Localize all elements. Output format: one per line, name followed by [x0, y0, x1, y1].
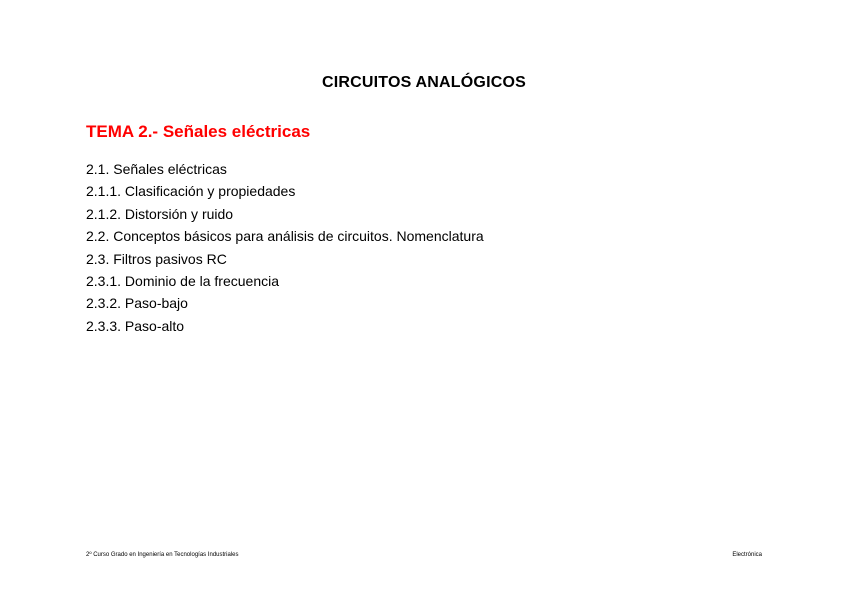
toc-item: 2.1.1. Clasificación y propiedades [86, 183, 296, 200]
toc-item: 2.3.3. Paso-alto [86, 317, 185, 334]
toc-item: 2.3.1. Dominio de la frecuencia [86, 272, 279, 289]
toc-item: 2.3. Filtros pasivos RC [86, 250, 227, 267]
toc-item: 2.3.2. Paso-bajo [86, 295, 188, 312]
footer-course: 2º Curso Grado en Ingeniería en Tecnologías Industriales [86, 552, 239, 558]
toc-item: 2.1.2. Distorsión y ruido [86, 205, 234, 222]
toc-item: 2.1. Señales eléctricas [86, 161, 227, 177]
table-of-contents [86, 158, 484, 337]
document-title: CIRCUITOS ANALÓGICOS [321, 74, 526, 91]
toc-item: 2.2. Conceptos básicos para análisis de circuitos. Nomenclatura [86, 228, 484, 245]
footer-subject: Electrónica [732, 552, 762, 558]
topic-heading: TEMA 2.- Señales eléctricas [86, 122, 311, 141]
